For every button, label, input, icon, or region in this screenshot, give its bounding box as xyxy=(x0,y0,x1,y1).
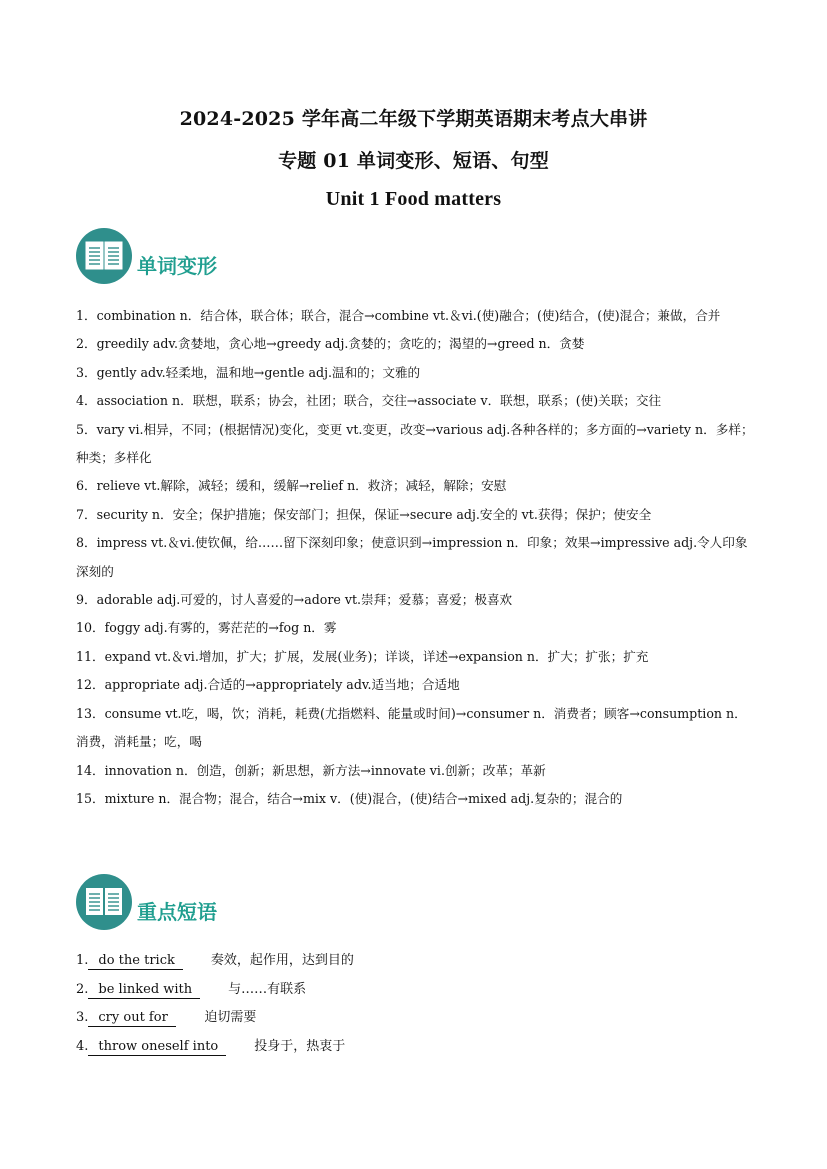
list-item xyxy=(76,1033,354,1062)
list-item: 15．mixture n．混合物；混合，结合→mix v．(使)混合，(使)结合→mixed adj.复杂的；混合的 xyxy=(76,790,623,806)
list-item: 1．combination n．结合体，联合体；联合，混合→combine vt.＆vi.(使)融合；(使)结合，(使)混合；兼做，合并 xyxy=(76,308,721,323)
doc-title: 2024-2025 学年高二年级下学期英语期末考点大串讲 xyxy=(179,108,648,130)
phrase-meaning: 奏效，起作用，达到目的 xyxy=(210,953,354,968)
doc-subtitle: 专题 01 单词变形、短语、句型 xyxy=(278,150,549,172)
list-item: 7．security n．安全；保护措施；保安部门；担保，保证→secure adj.安全的 vt.获得；保护；使安全 xyxy=(76,506,652,522)
phrases-section-label: 重点短语 xyxy=(137,900,217,924)
phrase-meaning: 迫切需要 xyxy=(204,1010,257,1026)
list-item xyxy=(76,1004,354,1033)
phrase-meaning: 与……有联系 xyxy=(228,981,307,997)
phrase-blank: throw oneself into xyxy=(88,1038,226,1056)
phrase-blank: do the trick xyxy=(88,952,182,970)
list-item: 10．foggy adj.有雾的，雾茫茫的→fog n．雾 xyxy=(76,620,337,636)
phrase-blank: cry out for xyxy=(88,1009,176,1027)
list-item: 9．adorable adj.可爱的，讨人喜爱的→adore vt.崇拜；爱慕；喜爱；极喜欢 xyxy=(76,592,513,608)
list-item: 13．consume vt.吃，喝，饮；消耗，耗费(尤指燃料、能量或时间)→consumer n．消费者；顾客→consumption n．消费，消耗量；吃，喝 xyxy=(76,705,747,750)
phrase-number: 2. xyxy=(76,981,89,997)
unit-title: Unit 1 Food matters xyxy=(325,188,502,210)
list-item: 14．innovation n．创造，创新；新思想，新方法→innovate vi.创新；改革；革新 xyxy=(76,762,546,778)
list-item: 5．vary vi.相异，不同；(根据情况)变化，变更 vt.变更，改变→various adj.各种各样的；多方面的→variety n．多样；种类；多样化 xyxy=(76,421,754,466)
list-item: 4．association n．联想，联系；协会，社团；联合，交往→associate v．联想，联系；(使)关联；交往 xyxy=(76,393,662,409)
phrase-blank: be linked with xyxy=(88,981,200,999)
vocab-section-label: 单词变形 xyxy=(137,254,217,278)
phrase-number: 4. xyxy=(76,1038,89,1054)
list-item: 3．gently adv.轻柔地，温和地→gentle adj.温和的；文雅的 xyxy=(76,364,421,380)
phrase-meaning: 投身于，热衷于 xyxy=(254,1038,346,1054)
list-item: 2．greedily adv.贪婪地，贪心地→greedy adj.贪婪的；贪吃的；渴望的→greed n．贪婪 xyxy=(76,336,585,352)
list-item: 11．expand vt.＆vi.增加，扩大；扩展，发展(业务)；详谈，详述→expansion n．扩大；扩张；扩充 xyxy=(76,648,649,664)
phrases-section-heading xyxy=(76,874,376,934)
phrase-number: 1. xyxy=(76,953,89,968)
list-item xyxy=(76,976,354,1005)
vocab-list xyxy=(76,302,754,813)
phrases-list xyxy=(76,947,354,1061)
vocab-section-heading xyxy=(76,228,376,288)
book-icon xyxy=(76,228,132,284)
phrase-number: 3. xyxy=(76,1010,89,1026)
list-item: 6．relieve vt.解除，减轻；缓和，缓解→relief n．救济；减轻，解除；安慰 xyxy=(76,478,507,494)
list-item xyxy=(76,947,354,976)
list-item: 12．appropriate adj.合适的→appropriately adv.适当地；合适地 xyxy=(76,677,460,693)
book-icon xyxy=(76,874,132,930)
list-item: 8．impress vt.＆vi.使钦佩，给……留下深刻印象；使意识到→impression n．印象；效果→impressive adj.令人印象深刻的 xyxy=(76,535,748,579)
